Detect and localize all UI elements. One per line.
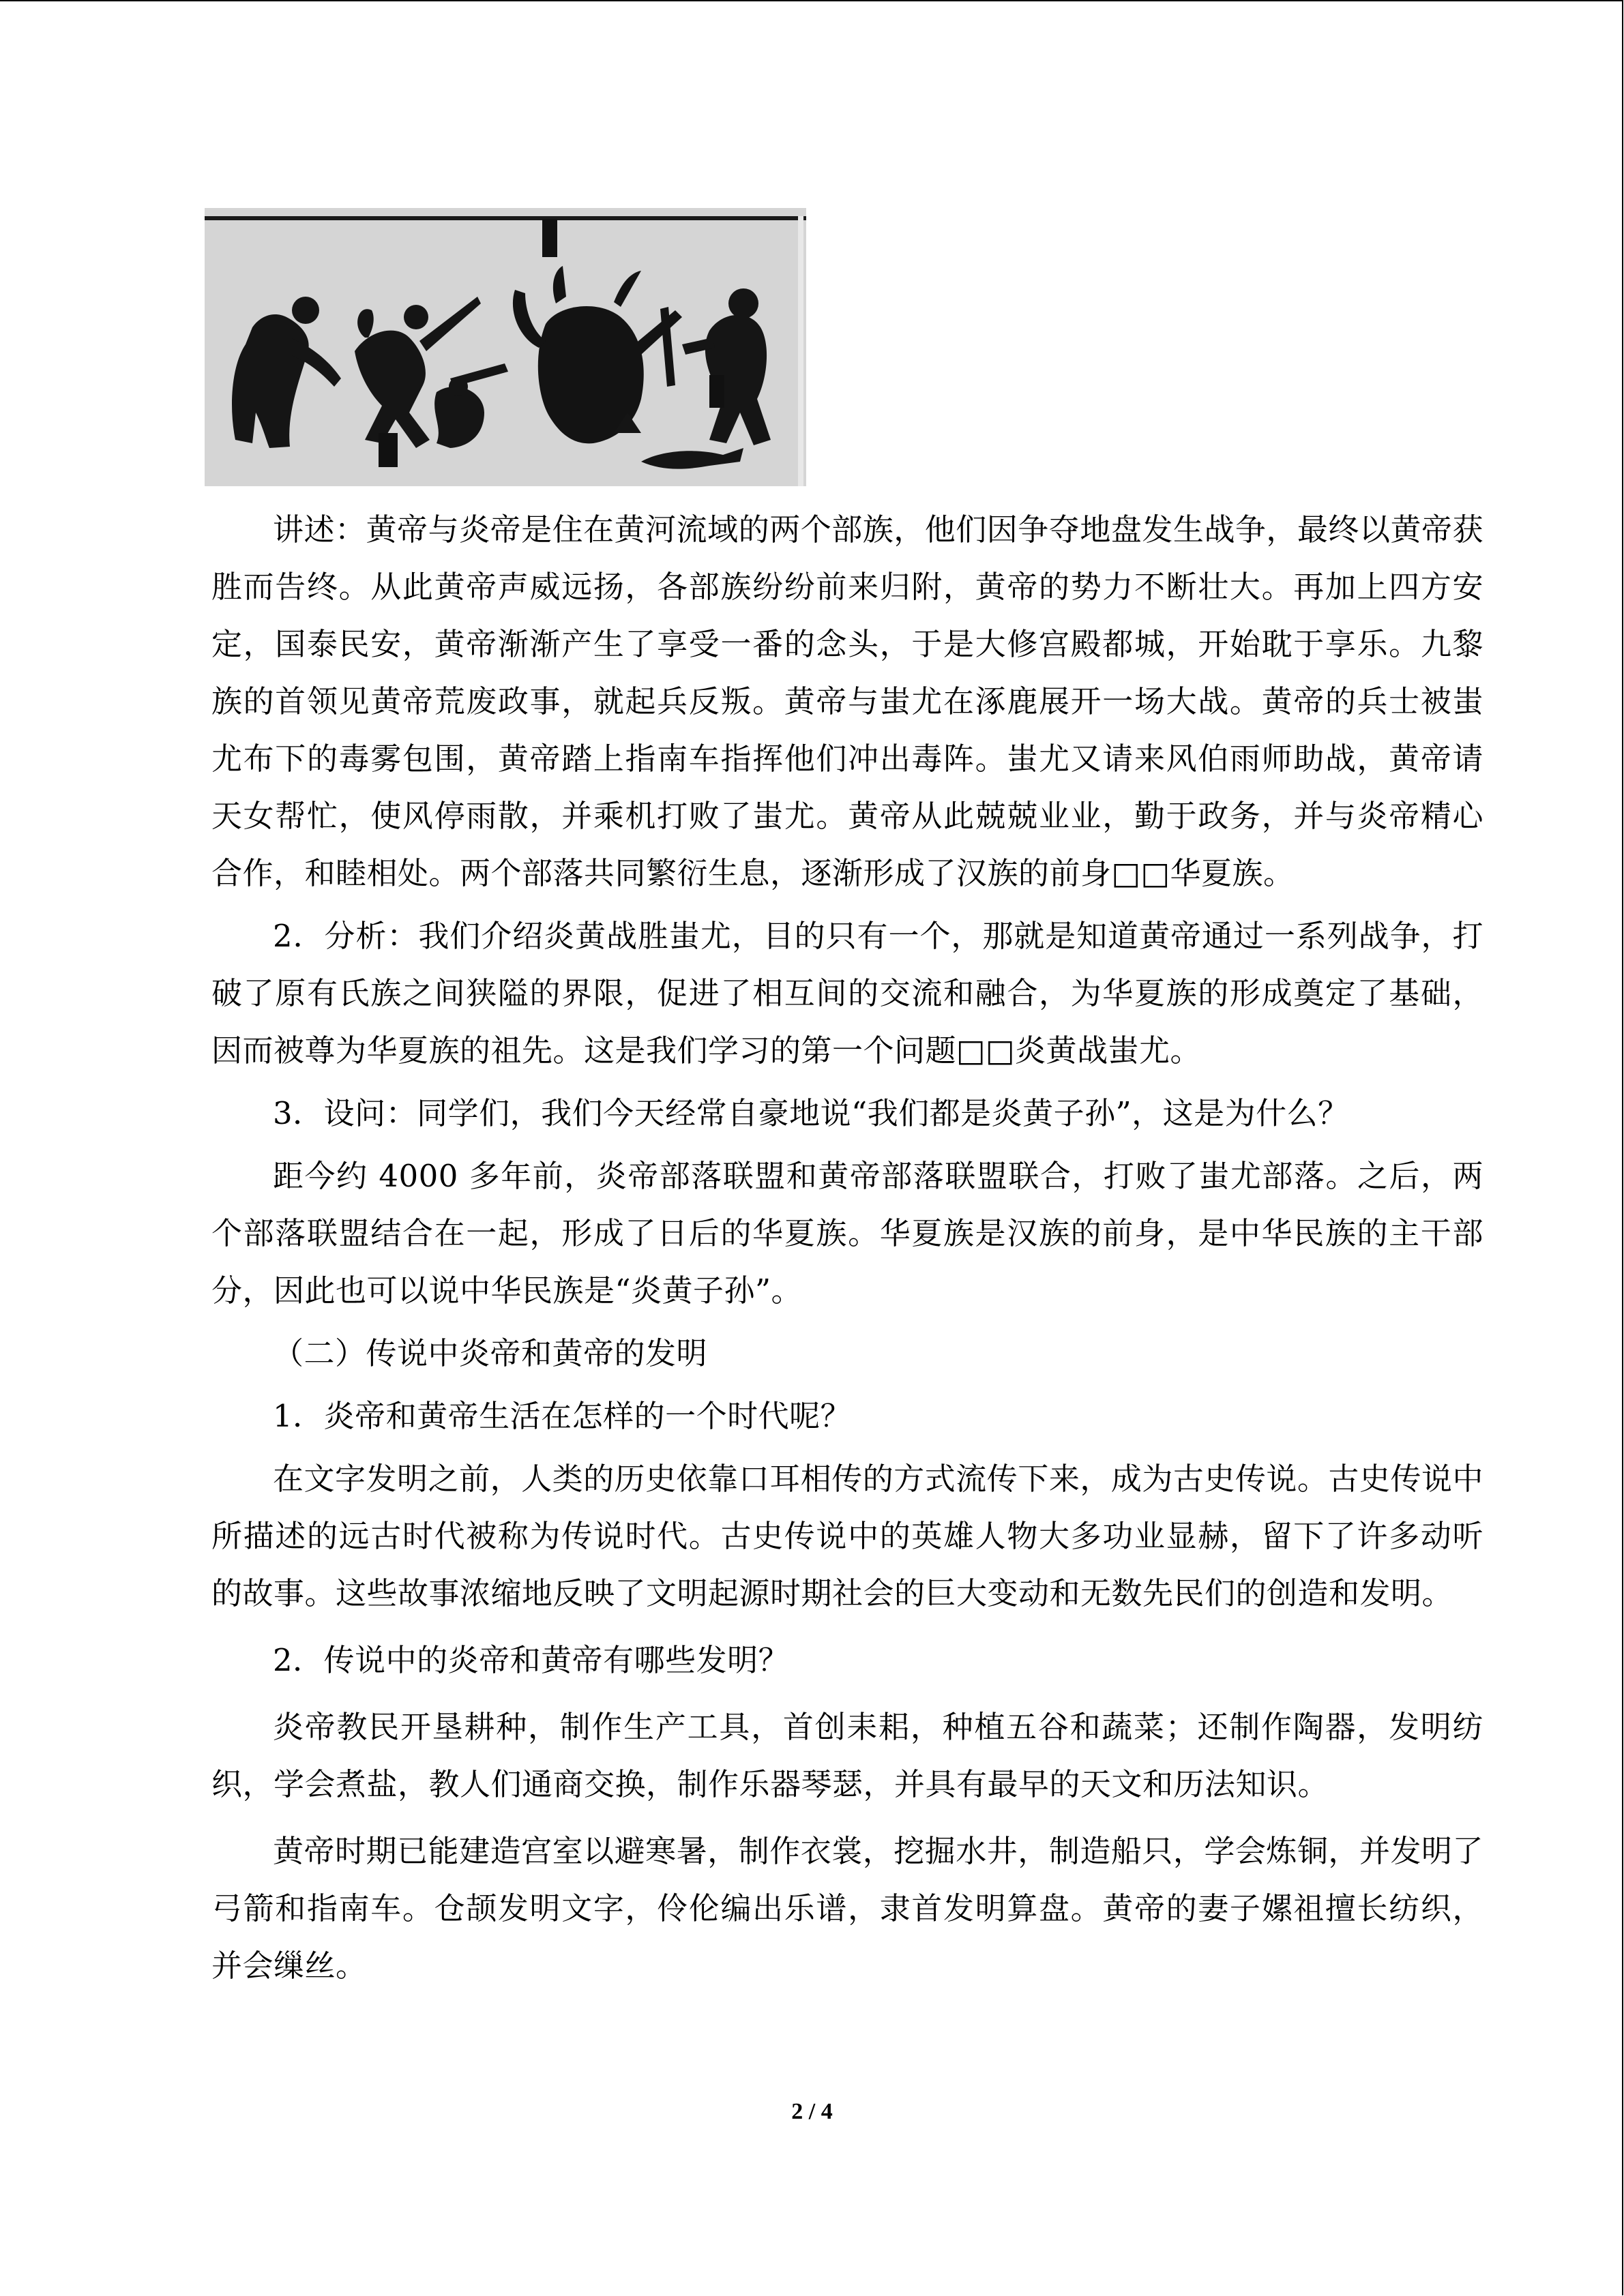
paragraph-yandi-inventions: 炎帝教民开垦耕种，制作生产工具，首创耒耜，种植五谷和蔬菜；还制作陶器，发明纺织，学会煮盐，教人们通商交换，制作乐器琴瑟，并具有最早的天文和历法知识。 [211,1709,1483,1802]
paragraph-answer: 距今约 4000 多年前，炎帝部落联盟和黄帝部落联盟联合，打败了蚩尤部落。之后，两个部落联盟结合在一起，形成了日后的华夏族。华夏族是汉族的前身，是中华民族的主干部分，因此也可以说中华民族是“炎黄子孙”。 [211,1158,1483,1309]
paragraph-huangdi-inventions: 黄帝时期已能建造宫室以避寒暑，制作衣裳，挖掘水井，制造船只，学会炼铜，并发明了弓箭和指南车。仓颉发明文字，伶伦编出乐谱，隶首发明算盘。黄帝的妻子嫘祖擅长纺织，并会缫丝。 [211,1833,1483,1984]
paragraph-narration: 讲述：黄帝与炎帝是住在黄河流域的两个部族，他们因争夺地盘发生战争，最终以黄帝获胜而告终。从此黄帝声威远扬，各部族纷纷前来归附，黄帝的势力不断壮大。再加上四方安定，国泰民安，黄帝渐渐产生了享受一番的念头，于是大修宫殿都城，开始耽于享乐。九黎族的首领见黄帝荒废政事，就起兵反叛。黄帝与蚩尤在涿鹿展开一场大战。黄帝的兵士被蚩尤布下的毒雾包围，黄帝踏上指南车指挥他们冲出毒阵。蚩尤又请来风伯雨师助战，黄帝请天女帮忙，使风停雨散，并乘机打败了蚩尤。黄帝从此兢兢业业，勤于政务，并与炎帝精心合作，和睦相处。两个部落共同繁衍生息，逐渐形成了汉族的前身□□华夏族。 [211,511,1483,891]
relief-image-icon [205,208,806,486]
paragraph-analysis: 2．分析：我们介绍炎黄战胜蚩尤，目的只有一个，那就是知道黄帝通过一系列战争，打破了原有氏族之间狭隘的界限，促进了相互间的交流和融合，为华夏族的形成奠定了基础，因而被尊为华夏族的祖先。这是我们学习的第一个问题□□炎黄战蚩尤。 [211,918,1483,1069]
section-heading: （二）传说中炎帝和黄帝的发明 [273,1335,708,1371]
subheading-inventions: 2．传说中的炎帝和黄帝有哪些发明？ [273,1642,790,1678]
document-body [211,501,1483,1995]
page-number: 2 / 4 [791,2099,833,2124]
subheading-era: 1．炎帝和黄帝生活在怎样的一个时代呢？ [273,1398,852,1434]
paragraph-legend-era: 在文字发明之前，人类的历史依靠口耳相传的方式流传下来，成为古史传说。古史传说中所描述的远古时代被称为传说时代。古史传说中的英雄人物大多功业显赫，留下了许多动听的故事。这些故事浓缩地反映了文明起源时期社会的巨大变动和无数先民们的创造和发明。 [211,1461,1483,1611]
paragraph-question: 3．设问：同学们，我们今天经常自豪地说“我们都是炎黄子孙”，这是为什么？ [273,1095,1349,1131]
stone-relief-battle-illustration [205,208,806,486]
